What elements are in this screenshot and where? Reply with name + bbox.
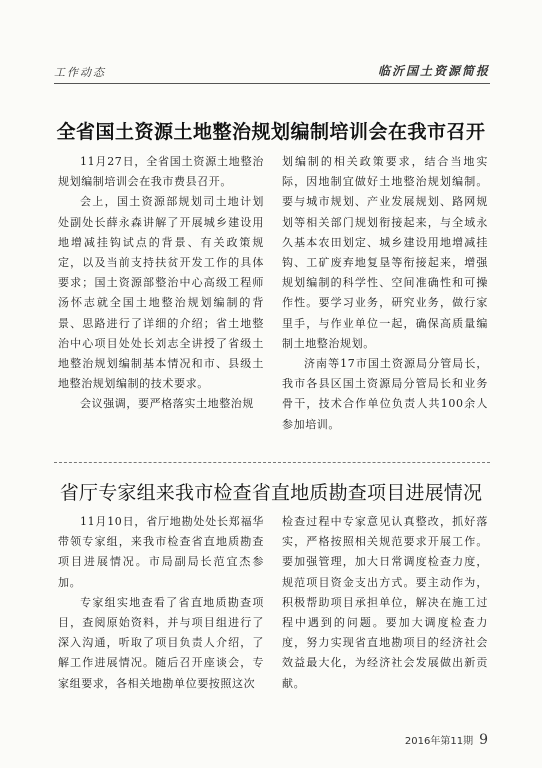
page-header: [54, 64, 490, 82]
article-2-paragraph: 专家组实地查看了省直地质勘查项目，查阅原始资料，并与项目组进行了深入沟通，听取了项目负责人介绍，了解工作进展情况。随后召开座谈会，专家组要求，各相关地勘单位要按照这次: [58, 595, 264, 690]
article-1-right-column: [282, 152, 488, 435]
article-2-left-column: [58, 512, 264, 694]
article-1-paragraph: 11月27日，全省国土资源土地整治规划编制培训会在我市费县召开。: [58, 155, 264, 189]
page-footer: [405, 732, 488, 748]
article-1-title: 全省国土资源土地整治规划编制培训会在我市召开: [56, 121, 486, 143]
journal-name: 临沂国土资源简报: [377, 64, 490, 78]
article-1-paragraph: 会上，国土资源部规划司土地计划处副处长薛永森讲解了开展城乡建设用地增减挂钩试点的背景、有关政策规定，以及当前支持扶贫开发工作的具体要求；国土资源部整治中心高级工程师汤怀志就全国土地整治规划编制的背景、思路进行了详细的介绍；省土地整治中心项目处处长刘志全讲授了省级土地整治规划编制基本情况和市、县级土地整治规划编制的技术要求。: [58, 195, 264, 391]
article-1-paragraph: 济南等17市国土资源局分管局长，我市各县区国土资源局分管局长和业务骨干，技术合作单位负责人共100余人参加培训。: [282, 357, 488, 431]
article-separator: [54, 462, 490, 463]
issue-label: 2016年第11期: [404, 736, 474, 747]
header-rule: [54, 83, 490, 84]
article-2-paragraph: 11月10日，省厅地勘处处长郑福华带领专家组，来我市检查省直地质勘查项目进展情况。市局副局长范宜杰参加。: [58, 515, 264, 589]
section-name: 工作动态: [54, 66, 106, 79]
article-1-paragraph: 会议强调，要严格落实土地整治规: [80, 397, 254, 411]
article-2-title: 省厅专家组来我市检查省直地质勘查项目进展情况: [59, 482, 483, 504]
article-2-right-column: [282, 512, 488, 694]
article-1-paragraph-continued: 划编制的相关政策要求，结合当地实际，因地制宜做好土地整治规划编制。要与城市规划、产业发展规划、路网规划等相关部门规划衔接起来，与全域永久基本农田划定、城乡建设用地增减挂钩、工矿废弃地复垦等衔接起来，增强规划编制的科学性、空间准确性和可操作性。要学习业务，研究业务，做行家里手，与作业单位一起，确保高质量编制土地整治规划。: [282, 155, 488, 350]
article-1-left-column: [58, 152, 264, 415]
page-number: 9: [479, 732, 488, 748]
article-2-paragraph-continued: 检查过程中专家意见认真整改，抓好落实，严格按照相关规范要求开展工作。要加强管理，加大日常调度检查力度，规范项目资金支出方式。要主动作为，积极帮助项目承担单位，解决在施工过程中遇到的问题。要加大调度检查力度，努力实现省直地勘项目的经济社会效益最大化，为经济社会发展做出新贡献。: [282, 515, 488, 690]
